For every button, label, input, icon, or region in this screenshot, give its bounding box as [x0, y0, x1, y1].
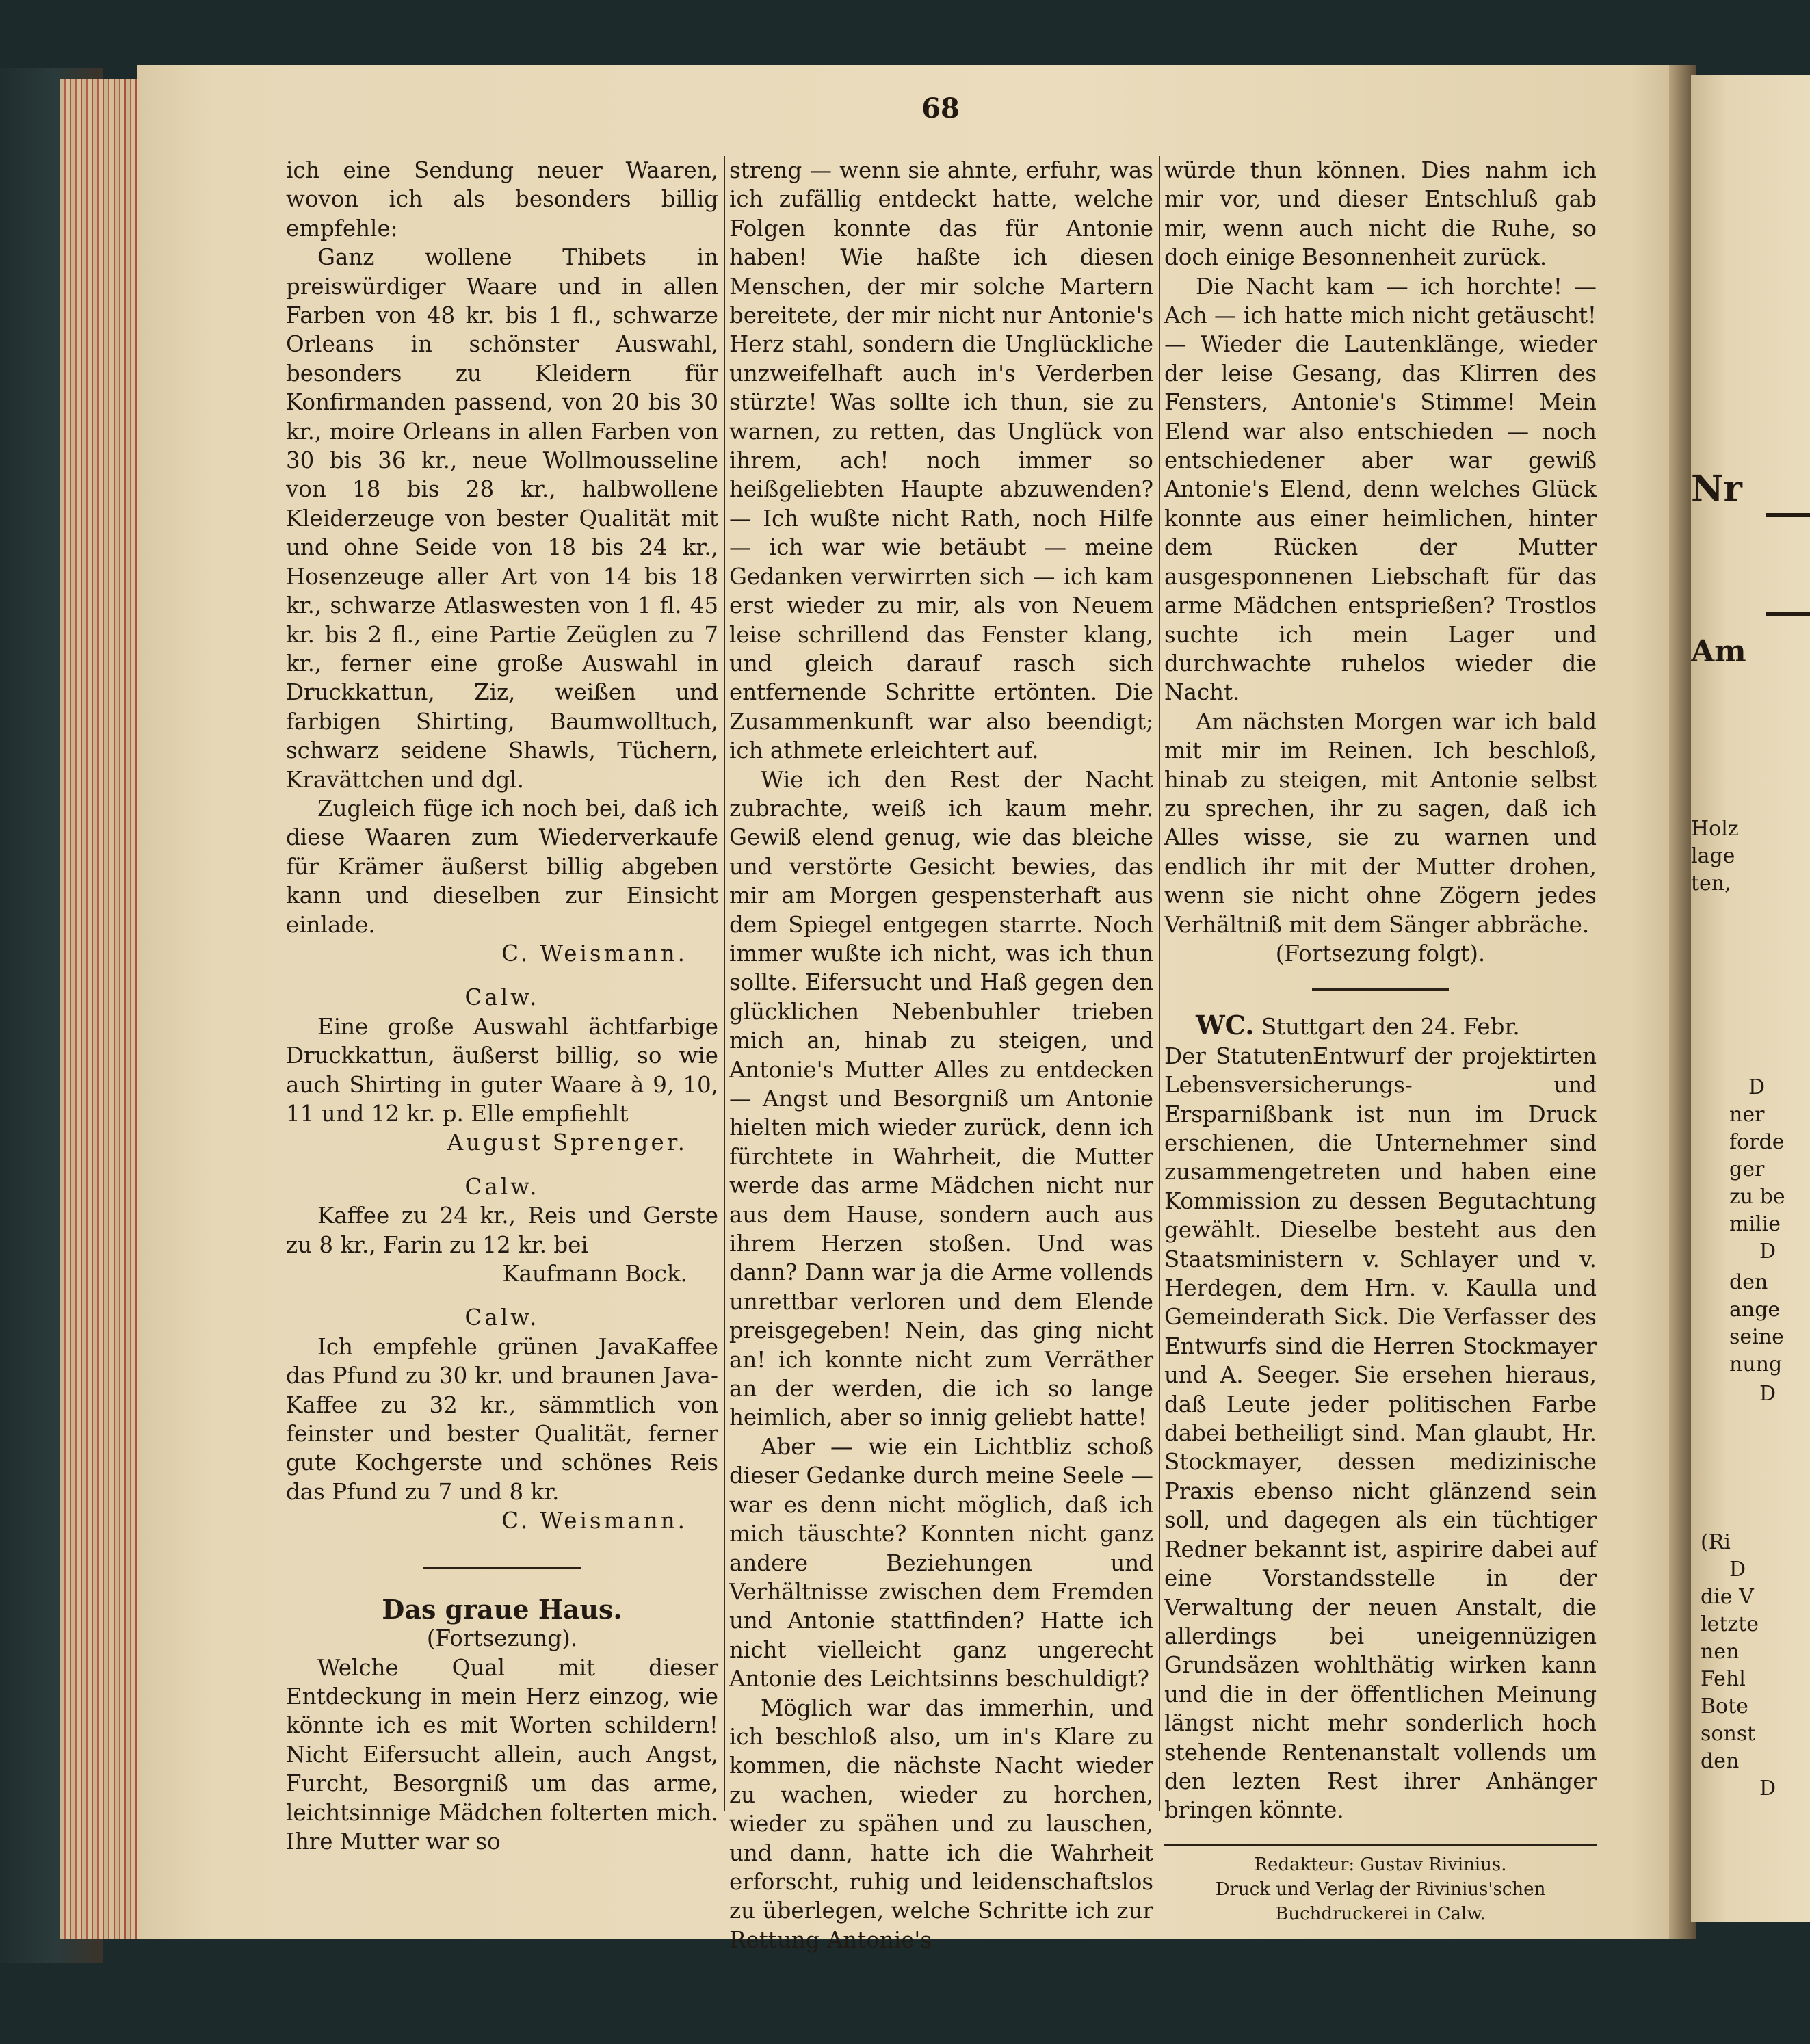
news-heading [1164, 1011, 1597, 1041]
story-text: Die Nacht kam — ich horchte! — Ach — ich hatte mich nicht getäuscht! — Wieder die Lautenklänge, wieder der leise Gesang, das Klirren des Fensters, Antonie's Stimme! Mein Elend war also entschieden — noch entschiedener aber war gewiß Antonie's Elend, denn welches Glück konnte aus einer heimlichen, hinter dem Rücken der Mutter ausgesponnenen Liebschaft für das arme Mädchen entsprießen? Trostlos suchte ich mein Lager und durchwachte ruhelos wieder die Nacht. [1164, 273, 1597, 706]
advertiser-signature: Kaufmann Bock. [502, 1261, 687, 1287]
advertisement-text: Kaffee zu 24 kr., Reis und Gerste zu 8 kr., Farin zu 12 kr. bei [286, 1203, 718, 1258]
advertisement-text: Ich empfehle grünen JavaKaffee das Pfund zu 30 kr. und braunen Java-Kaffee zu 32 kr., sämmtlich von feinster und bester Qualität, ferner gute Kochgerste und schönes Reis das Pfund zu 7 und 8 kr. [286, 1333, 718, 1505]
facing-page-text: nen [1701, 1640, 1740, 1664]
story-text: Möglich war das immerhin, und ich beschloß also, um in's Klare zu kommen, die nächste Nacht wieder zu wachen, wieder zu horchen, wieder zu spähen und zu lauschen, und dann, hatte ich die Wahrheit erforscht, ruhig und leidenschaftslos zu überlegen, welche Schritte ich zur Rettung Antonie's [729, 1694, 1153, 1953]
facing-page-text: milie [1729, 1212, 1781, 1236]
facing-page-text: ger [1729, 1157, 1765, 1181]
advertisement-place: Calw. [464, 1173, 540, 1200]
facing-page-text: forde [1729, 1130, 1785, 1154]
column-divider [724, 156, 725, 1811]
advertisement-place: Calw. [464, 984, 540, 1011]
advertisement-text: Ganz wollene Thibets in preiswürdiger Waare und in allen Farben von 48 kr. bis 1 fl., schwarze Orleans in schönster Auswahl, besonders zu Kleidern für Konfirmanden passend, von 20 bis 30 kr., moire Orleans in allen Farben von 30 bis 36 kr., neue Wollmousseline von 18 bis 28 kr., halbwollene Kleiderzeuge von bester Qualität mit und ohne Seide von 18 bis 24 kr., Hosenzeuge aller Art von 14 bis 18 kr., schwarze Atlaswesten von 1 fl. 45 kr. bis 2 fl., eine Partie Zeüglen zu 7 kr., ferner eine große Auswahl in Druckkattun, Ziz, weißen und farbigen Shirting, Baumwolltuch, schwarz seidene Shawls, Tüchern, Kravättchen und dgl. [286, 244, 718, 793]
story-text: Am nächsten Morgen war ich bald mit mir im Reinen. Ich beschloß, hinab zu steigen, mit Antonie selbst zu sprechen, ihr zu sagen, daß ich Alles wisse, sie zu warnen und endlich ihr mit der Mutter drohen, wenn sie nicht ohne Zögern jedes Verhältniß mit dem Sänger abbräche. [1164, 708, 1597, 938]
column-3 [1164, 156, 1597, 1926]
facing-page-text: die V [1701, 1585, 1754, 1609]
facing-page-text: lage [1691, 844, 1735, 868]
imprint-editor: Redakteur: Gustav Rivinius. [1254, 1854, 1507, 1875]
column-1 [286, 156, 718, 1856]
column-2 [729, 156, 1153, 1954]
advertiser-signature: August Sprenger. [447, 1129, 687, 1156]
facing-page-text: seine [1729, 1325, 1784, 1349]
facing-page-text: ner [1729, 1103, 1765, 1127]
facing-page-text: ten, [1691, 872, 1731, 895]
story-title: Das graue Haus. [382, 1593, 622, 1625]
section-divider [423, 1567, 581, 1569]
facing-page-text: letzte [1701, 1612, 1759, 1636]
facing-page-text: Am [1691, 634, 1746, 669]
page-number: 68 [921, 92, 960, 125]
facing-page-text: Bote [1701, 1694, 1748, 1718]
imprint-publisher: Druck und Verlag der Rivinius'schen Buchdruckerei in Calw. [1215, 1878, 1546, 1924]
facing-page-text: nung [1729, 1352, 1783, 1376]
column-divider [1159, 156, 1160, 1811]
facing-page-text: D [1759, 1777, 1776, 1800]
facing-page-text: sonst [1701, 1722, 1756, 1746]
facing-page-text: D [1759, 1382, 1776, 1406]
facing-page-fragment [1691, 75, 1810, 1922]
advertisement-text: Zugleich füge ich noch bei, daß ich diese Waaren zum Wiederverkaufe für Krämer äußerst billig abgeben kann und dieselben zur Einsicht einlade. [286, 795, 718, 938]
facing-page-text: D [1729, 1558, 1746, 1582]
story-text: Aber — wie ein Lichtbliz schoß dieser Gedanke durch meine Seele — war es denn nicht möglich, daß ich mich täuschte? Konnten nicht ganz andere Beziehungen und Verhältnisse zwischen dem Fremden und Antonie stattfinden? Hatte ich nicht vielleicht ganz ungerecht Antonie des Leichtsinns beschuldigt? [729, 1433, 1153, 1692]
story-text: streng — wenn sie ahnte, erfuhr, was ich zufällig entdeckt hatte, welche Folgen konnte das für Antonie haben! Wie haßte ich diesen Menschen, der mir solche Martern bereitete, der mir nicht nur Antonie's Herz stahl, sondern die Unglückliche unzweifelhaft auch in's Verderben stürzte! Was sollte ich thun, sie zu warnen, zu retten, das Unglück von ihrem, ach! noch immer so heißgeliebten Haupte abzuwenden? — Ich wußte nicht Rath, noch Hilfe — ich war wie betäubt — meine Gedanken verwirrten sich — ich kam erst wieder zu mir, als von Neuem leise schrillend das Fenster klang, und gleich darauf rasch sich entfernende Schritte ertönten. Die Zusammenkunft war also beendigt; ich athmete erleichtert auf. [729, 157, 1153, 764]
facing-page-text: D [1748, 1075, 1766, 1099]
advertisement-text: ich eine Sendung neuer Waaren, wovon ich als besonders billig empfehle: [286, 157, 718, 241]
story-text: würde thun können. Dies nahm ich mir vor, und dieser Entschluß gab mir, wenn auch nicht die Ruhe, so doch einige Besonnenheit zurück. [1164, 157, 1597, 271]
facing-page-text: Holz [1691, 817, 1739, 841]
advertisement-text: Eine große Auswahl ächtfarbige Druckkattun, äußerst billig, so wie auch Shirting in guter Waare à 9, 10, 11 und 12 kr. p. Elle empfiehlt [286, 1013, 718, 1127]
news-tag: WC. [1196, 1010, 1255, 1041]
facing-page-text: ange [1729, 1298, 1781, 1322]
facing-page-rule [1766, 513, 1810, 517]
section-divider [1312, 988, 1449, 991]
story-text: Wie ich den Rest der Nacht zubrachte, weiß ich kaum mehr. Gewiß elend genug, wie das bleiche und verstörte Gesicht bewies, das mir am Morgen gespensterhaft aus dem Spiegel entgegen starrte. Noch immer wußte ich nicht, was ich thun sollte. Eifersucht und Haß gegen den glücklichen Nebenbuhler trieben mich an, hinab zu steigen, und Antonie's Mutter Alles zu entdecken — Angst und Besorgniß um Antonie hielten mich wieder zurück, denn ich fürchtete in Wahrheit, die Mutter werde das arme Mädchen nicht nur aus dem Hause, sondern auch aus ihrem Herzen stoßen. Und was dann? Dann war ja die Arme vollends unrettbar verloren und dem Elende preisgegeben! Nein, das ging nicht an! ich konnte nicht zum Verräther an der werden, die ich so lange heimlich, aber so innig geliebt hatte! [729, 766, 1153, 1431]
advertisement-place: Calw. [464, 1305, 540, 1331]
facing-page-text: Nr [1691, 469, 1742, 510]
facing-page-text: zu be [1729, 1185, 1785, 1209]
facing-page-rule [1766, 612, 1810, 616]
advertiser-signature: C. Weismann. [501, 1508, 687, 1534]
imprint [1164, 1844, 1597, 1926]
story-to-be-continued: (Fortsezung folgt). [1275, 940, 1486, 967]
facing-page-text: den [1701, 1749, 1740, 1773]
story-text: Welche Qual mit dieser Entdeckung in mein Herz einzog, wie könnte ich es mit Worten schildern! Nicht Eifersucht allein, auch Angst, Furcht, Besorgniß um das arme, leichtsinnige Mädchen folterten mich. Ihre Mutter war so [286, 1654, 718, 1855]
facing-page-text: (Ri [1701, 1530, 1731, 1554]
news-dateline: Stuttgart den 24. Febr. [1261, 1014, 1520, 1040]
facing-page-text: den [1729, 1270, 1768, 1294]
advertiser-signature: C. Weismann. [501, 940, 687, 967]
facing-page-text: D [1759, 1240, 1776, 1263]
news-text: Der StatutenEntwurf der projektirten Lebensversicherungs- und Ersparnißbank ist nun im Druck erschienen, die Unternehmer sind zusammengetreten und haben eine Kommission zu dessen Begutachtung gewählt. Dieselbe besteht aus den Staatsministern v. Schlayer und v. Herdegen, dem Hrn. v. Kaulla und Gemeinderath Sick. Die Verfasser des Entwurfs sind die Herren Stockmayer und A. Seeger. Sie ersehen hieraus, daß Leute jeder politischen Farbe dabei betheiligt sind. Man glaubt, Hr. Stockmayer, dessen medizinische Praxis ebenso nicht glänzend sein soll, und dagegen als ein tüchtiger Redner bekannt ist, aspirire dabei auf eine Vorstandsstelle in der Verwaltung der neuen Anstalt, die allerdings bei uneigennüzigen Grundsäzen wohlthätig wirken kann und die in der öffentlichen Meinung längst nicht mehr sonderlich hoch stehende Rentenanstalt vollends um den lezten Rest ihrer Anhänger bringen könnte. [1164, 1043, 1597, 1824]
story-continuation: (Fortsezung). [426, 1625, 578, 1652]
facing-page-text: Fehl [1701, 1667, 1746, 1691]
